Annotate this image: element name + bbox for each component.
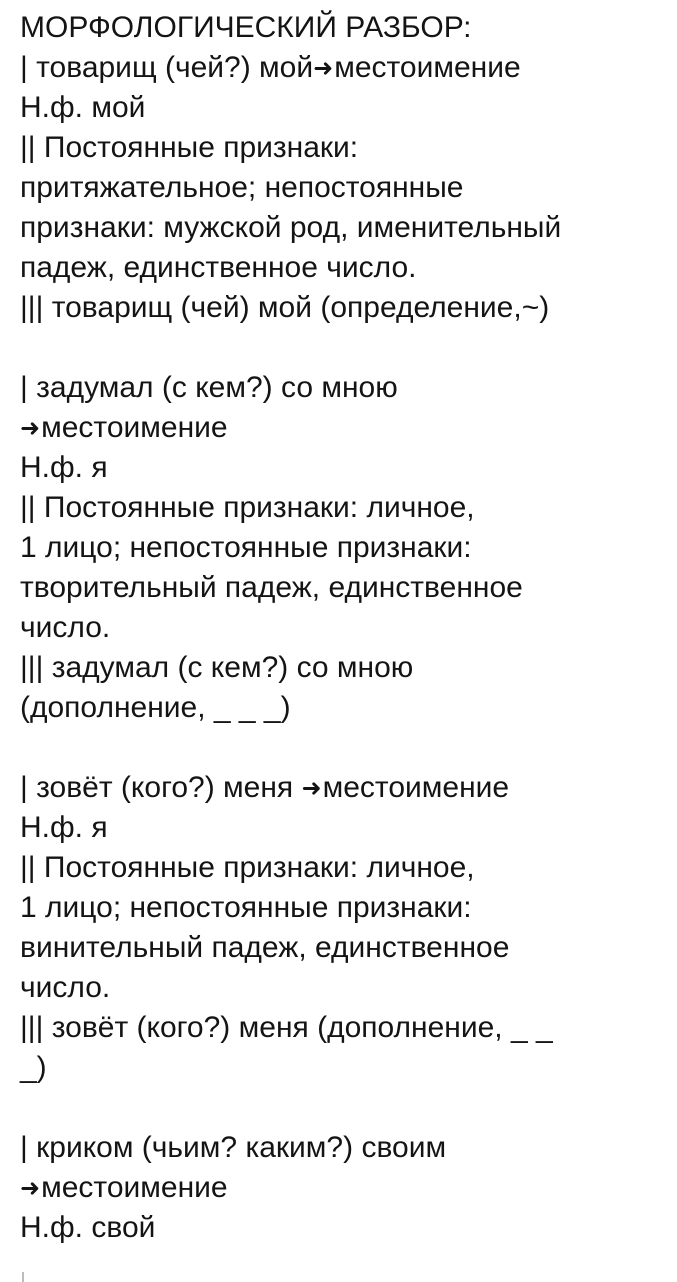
text-line	[20, 688, 670, 728]
line-text: Н.ф. я	[20, 451, 108, 484]
part-of-speech: местоимение	[334, 51, 521, 84]
line-text: _)	[20, 1051, 47, 1084]
morphological-analysis-text	[20, 8, 670, 1248]
block-spacer	[20, 728, 670, 768]
document-heading: МОРФОЛОГИЧЕСКИЙ РАЗБОР:	[20, 11, 472, 44]
line-text: Н.ф. свой	[20, 1211, 156, 1244]
text-line	[20, 928, 670, 968]
block-spacer	[20, 1088, 670, 1128]
line-text: ||| зовёт (кого?) меня (дополнение, _ _	[20, 1011, 553, 1044]
line-text: ||| товарищ (чей) мой (определение,~)	[20, 291, 550, 324]
text-line	[20, 448, 670, 488]
text-line	[20, 208, 670, 248]
line-text: 1 лицо; непостоянные признаки:	[20, 531, 472, 564]
text-line	[20, 48, 670, 88]
line-text: ||| задумал (с кем?) со мною	[20, 651, 414, 684]
line-text: | криком (чьим? каким?) своим	[20, 1131, 447, 1164]
part-of-speech: местоимение	[322, 771, 510, 804]
line-text: творительный падеж, единственное	[20, 571, 523, 604]
text-line	[20, 648, 670, 688]
line-text: | товарищ (чей?) мой	[20, 51, 314, 84]
cut-off-line-fragment	[22, 1272, 24, 1282]
text-line	[20, 488, 670, 528]
block-spacer	[20, 328, 670, 368]
text-line	[20, 1168, 670, 1208]
line-text: признаки: мужской род, именительный	[20, 211, 562, 244]
line-text: || Постоянные признаки:	[20, 131, 359, 164]
line-text: || Постоянные признаки: личное,	[20, 851, 475, 884]
text-line	[20, 1128, 670, 1168]
analysis-blocks	[20, 48, 670, 1248]
text-line	[20, 808, 670, 848]
line-text: притяжательное; непостоянные	[20, 171, 464, 204]
line-text: Н.ф. я	[20, 811, 108, 844]
line-text: | задумал (с кем?) со мною	[20, 371, 398, 404]
text-line	[20, 568, 670, 608]
text-line	[20, 248, 670, 288]
line-text: (дополнение, _ _ _)	[20, 691, 291, 724]
text-line	[20, 88, 670, 128]
line-text: число.	[20, 611, 111, 644]
analysis-block	[20, 368, 670, 728]
line-text: Н.ф. мой	[20, 91, 146, 124]
text-line	[20, 608, 670, 648]
line-text: 1 лицо; непостоянные признаки:	[20, 891, 472, 924]
line-text: || Постоянные признаки: личное,	[20, 491, 475, 524]
text-line	[20, 128, 670, 168]
cut-off-next-line	[20, 1270, 60, 1282]
text-line	[20, 408, 670, 448]
text-line	[20, 1008, 670, 1048]
line-text: число.	[20, 971, 111, 1004]
part-of-speech: местоимение	[41, 1171, 228, 1204]
part-of-speech: местоимение	[41, 411, 228, 444]
line-text: | зовёт (кого?) меня	[20, 771, 302, 804]
text-line	[20, 888, 670, 928]
text-line	[20, 288, 670, 328]
text-line	[20, 528, 670, 568]
arrow-right-icon: ➜	[313, 55, 334, 82]
arrow-right-icon: ➜	[20, 1175, 41, 1202]
arrow-right-icon: ➜	[20, 415, 41, 442]
text-line	[20, 968, 670, 1008]
line-text: падеж, единственное число.	[20, 251, 417, 284]
analysis-block	[20, 48, 670, 328]
arrow-right-icon: ➜	[301, 775, 322, 802]
text-line	[20, 768, 670, 808]
text-line	[20, 1048, 670, 1088]
analysis-block	[20, 768, 670, 1088]
text-line	[20, 168, 670, 208]
text-line	[20, 1208, 670, 1248]
line-text: винительный падеж, единственное	[20, 931, 510, 964]
text-line	[20, 368, 670, 408]
text-line	[20, 848, 670, 888]
analysis-block	[20, 1128, 670, 1248]
